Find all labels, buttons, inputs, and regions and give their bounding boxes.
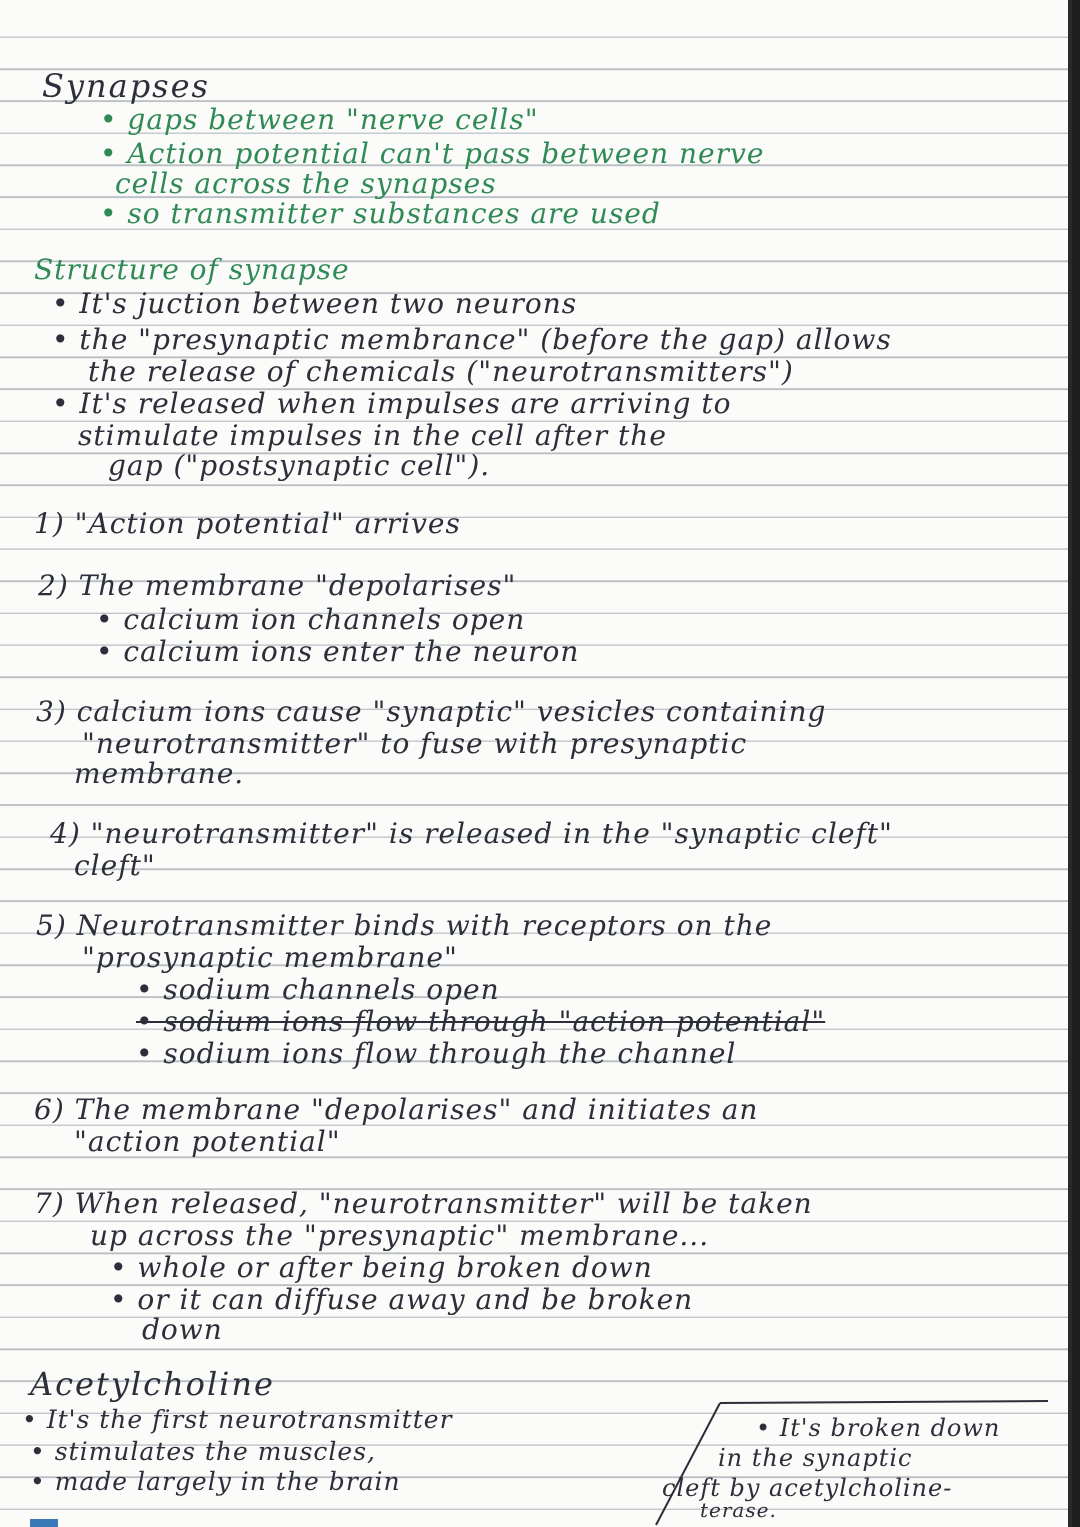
box-line-3: cleft by acetylcholine- [662,1474,953,1502]
step-4-line-2: cleft" [74,849,156,882]
structure-line-4: • It's released when impulses are arriving to [52,387,732,420]
bookmark-tab [30,1519,58,1527]
step-1-line-1: 1) "Action potential" arrives [34,507,461,540]
step-2-line-2: • calcium ion channels open [96,603,526,636]
heading-synapses: Synapses [42,67,210,105]
structure-line-5: stimulate impulses in the cell after the [78,419,667,452]
step-7-line-1: 7) When released, "neurotransmitter" will be taken [34,1187,813,1220]
acetylcholine-line-3: • made largely in the brain [30,1467,401,1496]
step-6-line-2: "action potential" [74,1125,341,1158]
structure-line-6: gap ("postsynaptic cell"). [108,449,491,482]
notebook-spine [1072,0,1080,1527]
structure-line-2: • the "presynaptic membrance" (before the gap) allows [52,323,892,356]
step-3-line-1: 3) calcium ions cause "synaptic" vesicles containing [36,695,827,728]
synapses-line-1: • gaps between "nerve cells" [100,103,539,136]
step-5-line-3: • sodium channels open [136,973,500,1006]
step-2-line-1: 2) The membrane "depolarises" [38,569,517,602]
step-5-line-2: "prosynaptic membrane" [82,941,458,974]
synapses-line-4: • so transmitter substances are used [100,197,661,230]
structure-line-3: the release of chemicals ("neurotransmitters") [88,355,794,388]
step-4-line-1: 4) "neurotransmitter" is released in the "synaptic cleft" [50,817,893,850]
step-5-line-5: • sodium ions flow through the channel [136,1037,737,1070]
step-2-line-3: • calcium ions enter the neuron [96,635,580,668]
acetylcholine-line-2: • stimulates the muscles, [30,1437,376,1466]
acetylcholine-line-1: • It's the first neurotransmitter [22,1405,453,1434]
step-7-line-4: • or it can diffuse away and be broken [110,1283,694,1316]
synapses-line-2: • Action potential can't pass between nerve [100,137,765,170]
heading-structure: Structure of synapse [34,253,350,286]
box-line-2: in the synaptic [718,1444,913,1472]
step-3-line-3: membrane. [74,757,245,790]
step-6-line-1: 6) The membrane "depolarises" and initiates an [34,1093,759,1126]
structure-line-1: • It's juction between two neurons [52,287,578,320]
heading-acetylcholine: Acetylcholine [30,1365,275,1403]
step-7-line-3: • whole or after being broken down [110,1251,653,1284]
synapses-line-3: cells across the synapses [115,167,497,200]
step-7-line-5: down [142,1313,223,1346]
step-5-line-1: 5) Neurotransmitter binds with receptors on the [36,909,773,942]
box-line-1: • It's broken down [756,1414,1001,1442]
step-3-line-2: "neurotransmitter" to fuse with presynaptic [82,727,748,760]
box-line-4: terase. [700,1498,777,1522]
step-5-line-4-struck: • sodium ions flow through "action potential" [136,1005,826,1038]
step-7-line-2: up across the "presynaptic" membrane... [90,1219,710,1252]
